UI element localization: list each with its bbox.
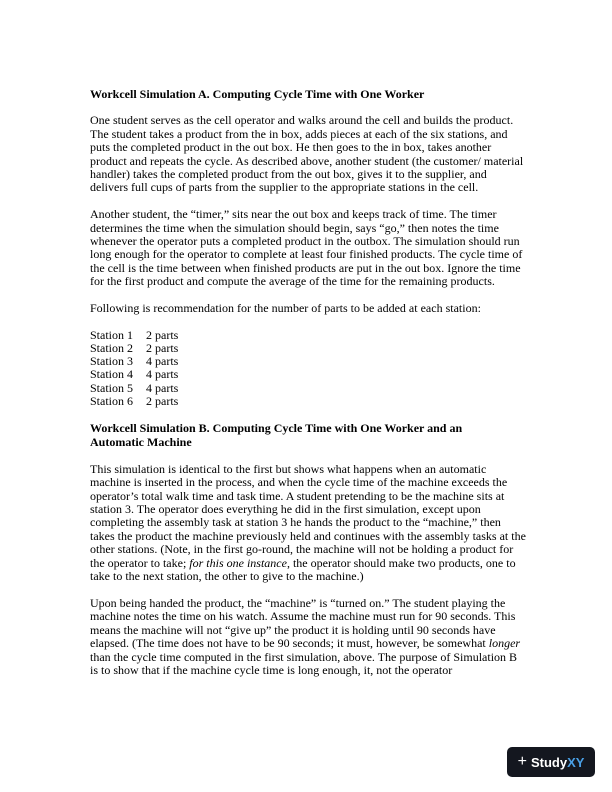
- station-list: [90, 329, 526, 408]
- section-a-paragraph-3: Following is recommendation for the number of parts to be added at each station:: [90, 301, 481, 316]
- section-b-p2-text: Upon being handed the product, the “machine” is “turned on.” The student playing the machine notes the time on his watch. Assume the machine must run for 90 seconds. This means the machine will not “give up” the product it is holding until 90 seconds have elapsed. (The time does not have to be 90 seconds; it must, however, be somewhat: [90, 595, 516, 651]
- station-row: [90, 368, 526, 381]
- station-name: Station 1: [90, 327, 134, 342]
- section-a-paragraph-1: One student serves as the cell operator and walks around the cell and builds the product. The student takes a product from the in box, adds pieces at each of the six stations, and puts the completed product in the out box. He then goes to the in box, takes another product and repeats the cycle. As described above, another student (the customer/ material handler) takes the completed product from the out box, gives it to the supplier, and delivers full cups of parts from the supplier to the appropriate stations in the cell.: [90, 113, 524, 195]
- station-parts: 2 parts: [146, 393, 179, 408]
- document-page: [90, 87, 526, 677]
- section-b-heading-line-1: Workcell Simulation B. Computing Cycle Time with One Worker and an: [90, 421, 463, 436]
- section-a-heading: Workcell Simulation A. Computing Cycle Time with One Worker: [90, 87, 425, 101]
- station-name: Station 5: [90, 380, 134, 395]
- station-name: Station 6: [90, 393, 134, 408]
- station-name: Station 4: [90, 367, 134, 382]
- station-parts: 4 parts: [146, 380, 179, 395]
- section-b-paragraph-1: [90, 463, 526, 584]
- station-parts: 4 parts: [146, 354, 179, 369]
- section-b-p1-italic: for this one instance: [189, 555, 287, 570]
- logo-xy-text: XY: [567, 754, 585, 770]
- station-row: [90, 382, 526, 395]
- section-b-p1-text: This simulation is identical to the first but shows what happens when an automatic machine is inserted in the process, and when the cycle time of the machine exceeds the operator’s total walk time and task time. A student pretending to be the machine sits at station 3. The operator does everything he did in the first simulation, except upon completing the assembly task at station 3 he hands the product to the “machine,” then takes the product the machine previously held and continues with the assembly tasks at the other stations. (Note, in the first go-round, the machine will not be holding a product for the operator to take;: [90, 461, 526, 570]
- section-b-p1-end: , the operator should make two products, one to take to the next station, the other to give to the machine.): [90, 555, 516, 584]
- logo-study-text: Study: [530, 754, 568, 770]
- station-parts: 2 parts: [146, 327, 179, 342]
- station-parts: 2 parts: [146, 341, 179, 356]
- station-name: Station 3: [90, 354, 134, 369]
- section-b-paragraph-2: [90, 597, 526, 677]
- section-b-heading: [90, 421, 526, 449]
- plus-icon: +: [517, 753, 527, 770]
- section-b-heading-line-2: Automatic Machine: [90, 435, 192, 450]
- section-b-p2-italic: longer: [488, 636, 521, 651]
- station-parts: 4 parts: [146, 367, 179, 382]
- station-row: [90, 395, 526, 408]
- section-a-paragraph-2: Another student, the “timer,” sits near the out box and keeps track of time. The timer determines the time when the simulation should begin, says “go,” then notes the time whenever the operator puts a completed product in the outbox. The simulation should run long enough for the operator to complete at least four finished products. The cycle time of the cell is the time between when finished products are put in the out box. Ignore the time for the first product and compute the average of the time for the remaining products.: [90, 207, 523, 289]
- section-b-p2-end: than the cycle time computed in the first simulation, above. The purpose of Simulation B is to show that if the machine cycle time is long enough, it, not the operator: [90, 649, 518, 677]
- station-name: Station 2: [90, 341, 134, 356]
- studyxy-logo: [507, 747, 595, 777]
